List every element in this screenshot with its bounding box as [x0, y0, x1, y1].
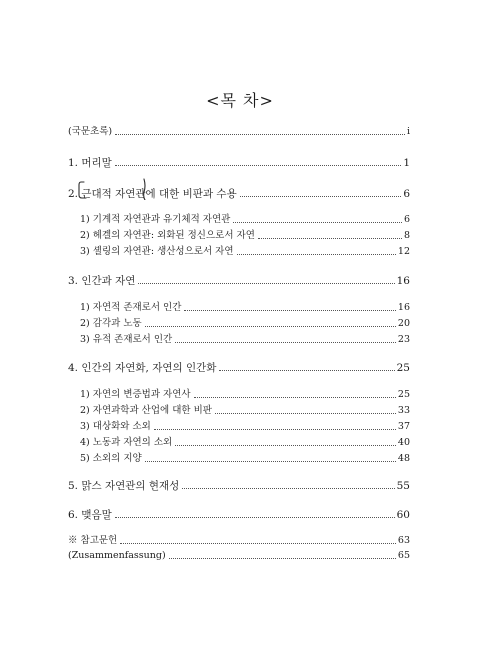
toc-page-number: 20 — [397, 318, 410, 329]
dot-leader — [169, 557, 396, 559]
toc-entry-section-3-3 — [68, 332, 410, 346]
dot-leader — [115, 164, 402, 166]
toc-page-number: 12 — [397, 246, 410, 257]
toc-label: 3) 셸링의 자연관: 생산성으로서 자연 — [80, 246, 234, 257]
toc-label: (국문초록) — [68, 126, 113, 137]
toc-page-number: 23 — [397, 334, 410, 345]
dot-leader — [194, 396, 396, 398]
dot-leader — [120, 542, 396, 544]
dot-leader — [240, 195, 402, 197]
toc-label: 5. 맑스 자연관의 현재성 — [68, 480, 180, 492]
dot-leader — [219, 369, 394, 371]
toc-entry-chapter-1 — [68, 155, 410, 169]
toc-entry-chapter-6 — [68, 507, 410, 521]
toc-label: 5) 소외의 지양 — [80, 453, 142, 464]
toc-title: <목 차> — [206, 91, 274, 110]
toc-page-number: 63 — [397, 535, 410, 546]
dot-leader — [138, 282, 394, 284]
toc-label: 1. 머리말 — [68, 157, 112, 169]
toc-page-number: 60 — [396, 509, 410, 521]
toc-label: 3) 대상화와 소외 — [80, 421, 151, 432]
toc-entry-section-2-3 — [68, 244, 410, 258]
toc-label: 4. 인간의 자연화, 자연의 인간화 — [68, 362, 217, 374]
toc-page-number: 25 — [396, 362, 410, 374]
toc-label: 2) 자연과학과 산업에 대한 비판 — [80, 405, 212, 416]
toc-page-number: 6 — [403, 188, 410, 200]
toc-entry-section-4-2 — [68, 403, 410, 417]
toc-page-number: 33 — [397, 405, 410, 416]
dot-leader — [237, 253, 396, 255]
toc-page-number: 48 — [397, 453, 410, 464]
dot-leader — [154, 428, 396, 430]
toc-page-number: 55 — [396, 480, 410, 492]
toc-page-number: i — [406, 126, 410, 137]
toc-entry-abstract — [68, 124, 410, 138]
toc-label: 1) 자연의 변증법과 자연사 — [80, 389, 191, 400]
toc-page-number: 37 — [397, 421, 410, 432]
toc-label: 2) 헤겔의 자연관: 외화된 정신으로서 자연 — [80, 230, 255, 241]
dot-leader — [145, 460, 396, 462]
toc-label: 1) 자연적 존재로서 인간 — [80, 302, 182, 313]
toc-entry-section-2-2 — [68, 228, 410, 242]
toc-page-number: 16 — [397, 302, 410, 313]
dot-leader — [115, 516, 395, 518]
toc-entry-zusammenfassung — [68, 548, 410, 562]
dot-leader — [115, 133, 405, 135]
toc-entry-chapter-4 — [68, 360, 410, 374]
toc-page-number: 8 — [403, 230, 410, 241]
toc-label: 2. 근대적 자연관에 대한 비판과 수용 — [68, 188, 237, 200]
dot-leader — [184, 309, 396, 311]
dot-leader — [175, 444, 396, 446]
toc-label: (Zusammenfassung) — [68, 550, 166, 561]
toc-page-number: 1 — [403, 157, 410, 169]
toc-page-number: 65 — [397, 550, 410, 561]
toc-page-number: 25 — [397, 389, 410, 400]
toc-entry-section-4-4 — [68, 435, 410, 449]
toc-entry-section-3-2 — [68, 316, 410, 330]
toc-entry-references — [68, 533, 410, 547]
toc-page-number: 16 — [396, 275, 410, 287]
toc-entry-section-4-3 — [68, 419, 410, 433]
toc-entry-chapter-3 — [68, 273, 410, 287]
toc-label: ※ 참고문헌 — [68, 535, 118, 546]
toc-page-number: 40 — [397, 437, 410, 448]
toc-page-number: 6 — [403, 214, 410, 225]
toc-label: 2) 감각과 노동 — [80, 318, 142, 329]
toc-label: 3) 유적 존재로서 인간 — [80, 334, 173, 345]
toc-entry-section-2-1 — [68, 212, 410, 226]
dot-leader — [175, 341, 396, 343]
toc-entry-section-4-5 — [68, 451, 410, 465]
dot-leader — [233, 221, 402, 223]
dot-leader — [182, 487, 394, 489]
toc-label: 1) 기계적 자연관과 유기체적 자연관 — [80, 214, 231, 225]
toc-label: 6. 맺음말 — [68, 509, 112, 521]
toc-label: 4) 노동과 자연의 소외 — [80, 437, 173, 448]
dot-leader — [145, 325, 396, 327]
toc-entry-chapter-2 — [68, 186, 410, 200]
toc-entry-chapter-5 — [68, 478, 410, 492]
toc-entry-section-4-1 — [68, 387, 410, 401]
toc-entry-section-3-1 — [68, 300, 410, 314]
dot-leader — [215, 412, 396, 414]
toc-label: 3. 인간과 자연 — [68, 275, 136, 287]
dot-leader — [258, 237, 402, 239]
